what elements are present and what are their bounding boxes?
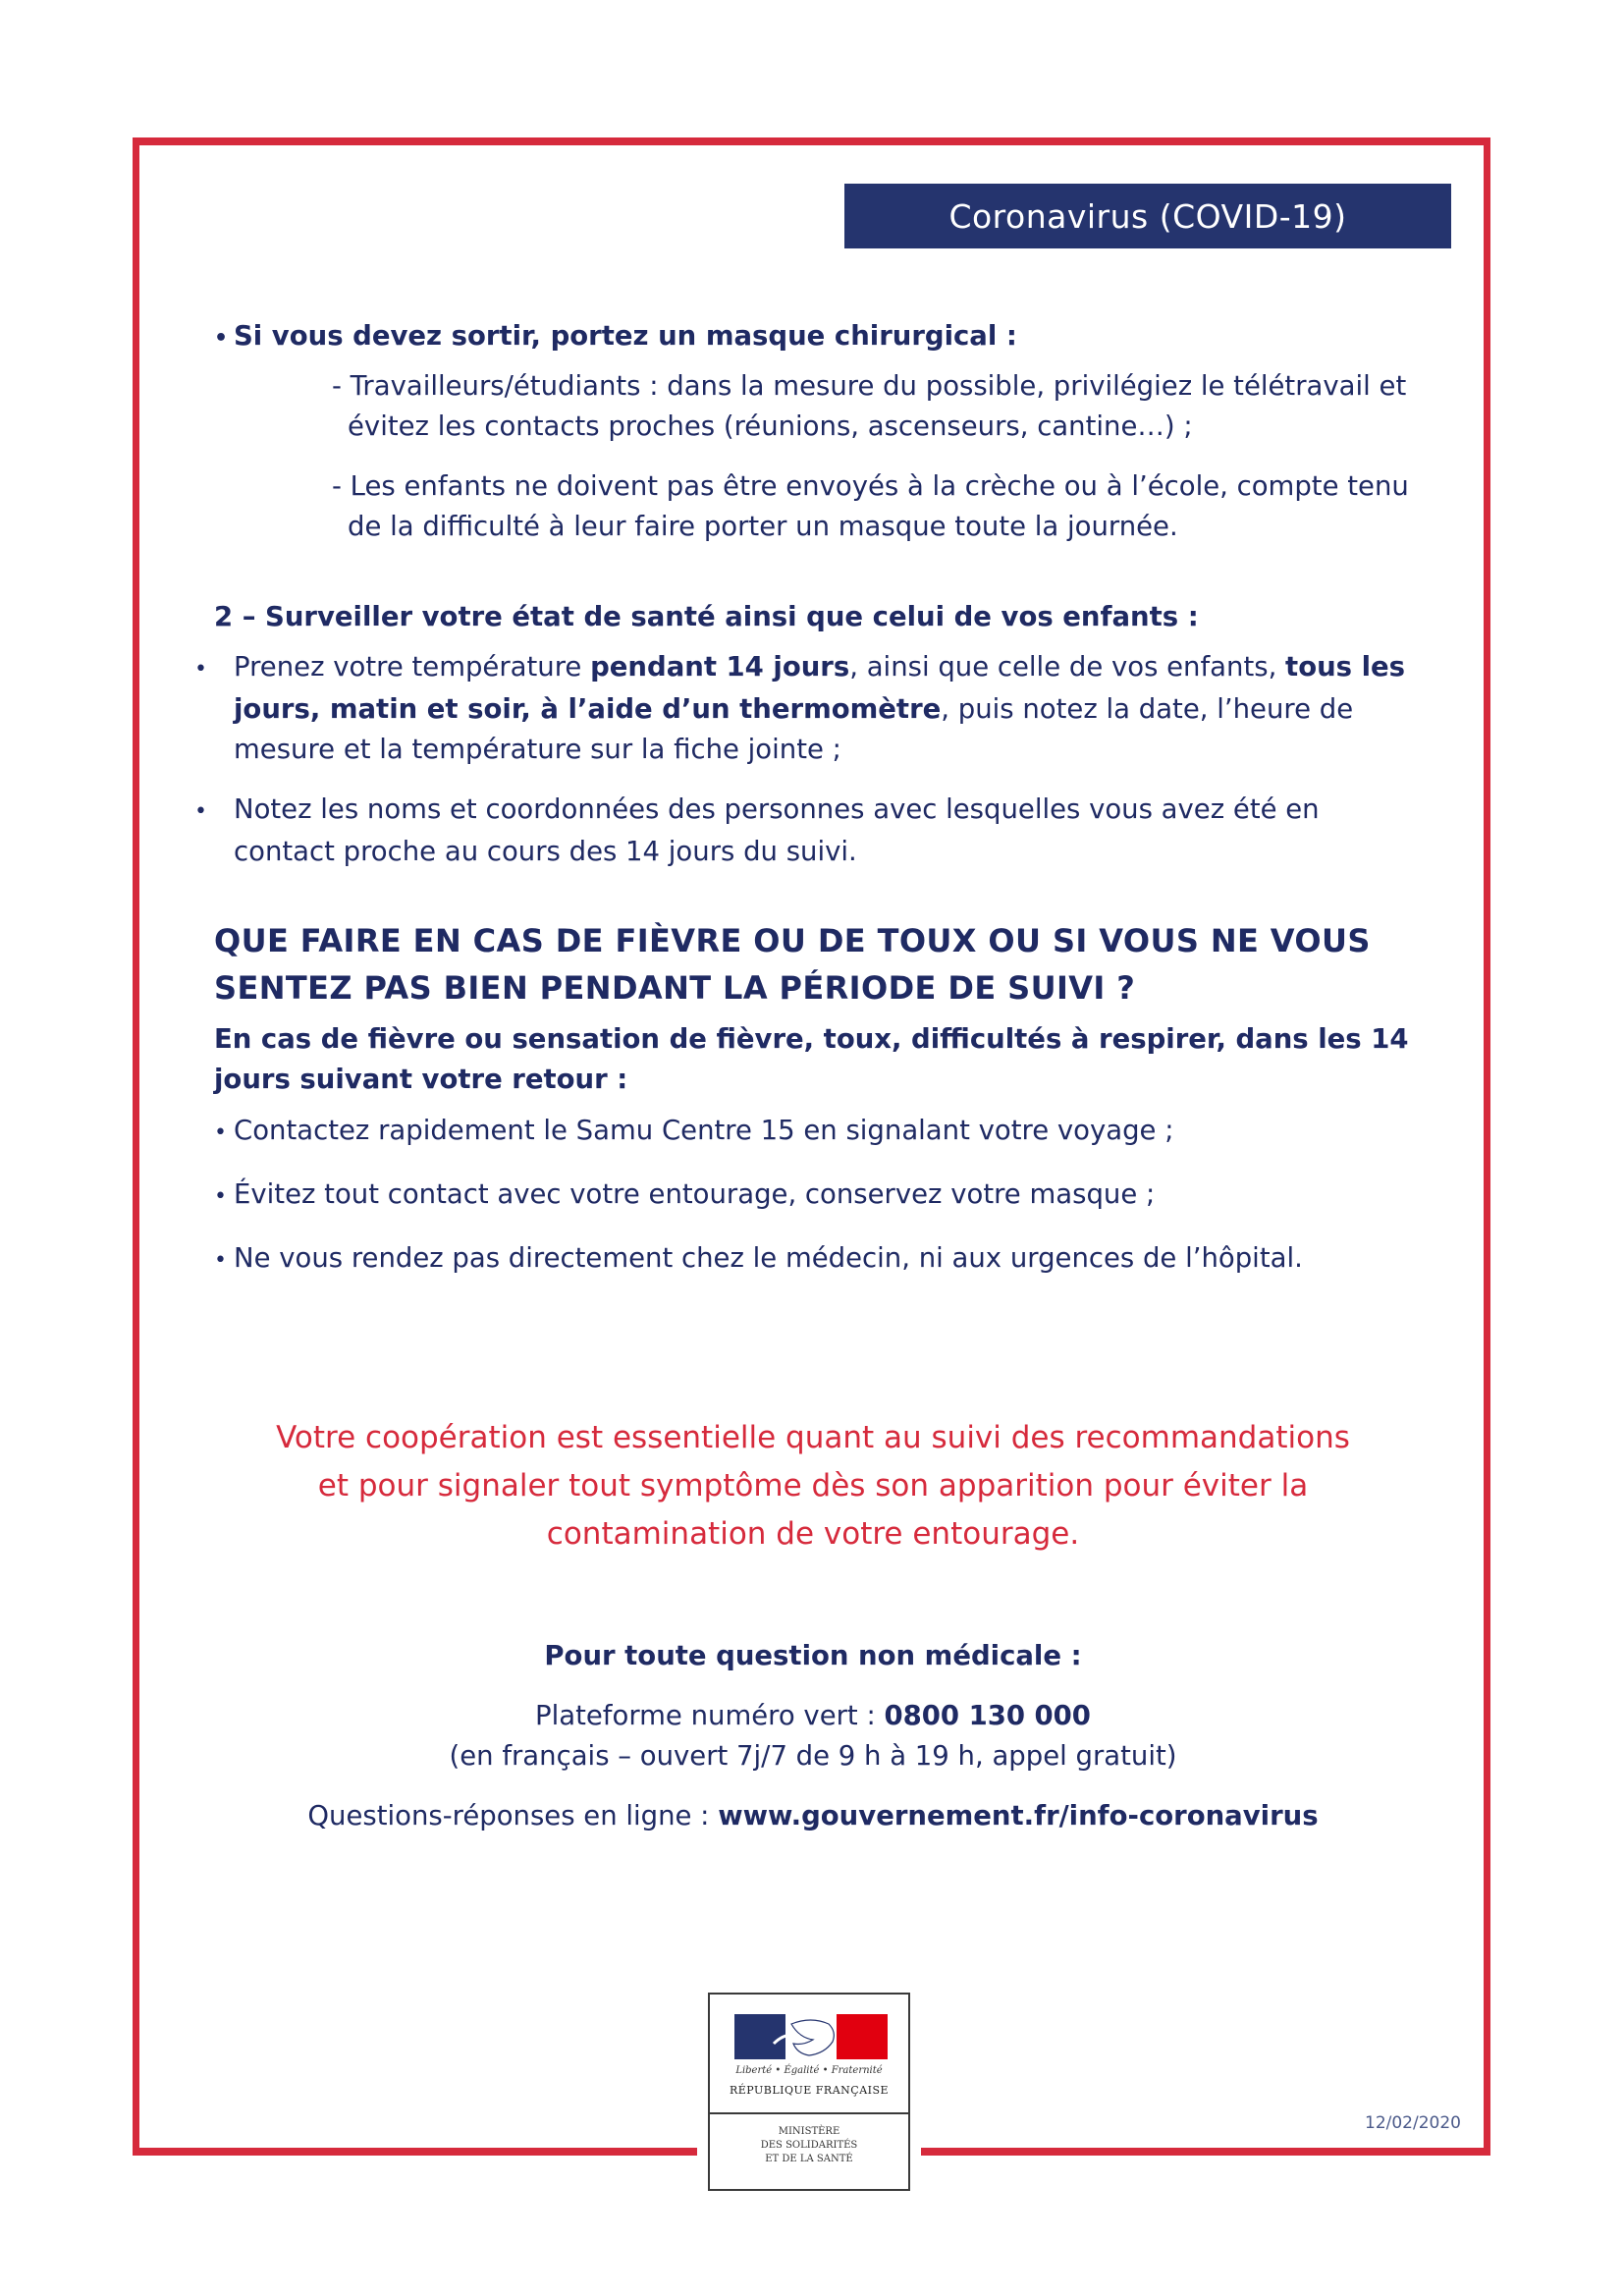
mask-item-work-line1: - Travailleurs/étudiants : dans la mesure du possible, privilégiez le télétravail et [332, 370, 1407, 402]
temp-bold-1: pendant 14 jours [590, 651, 850, 683]
platform-line [214, 1696, 1412, 1736]
cooperation-line1: Votre coopération est essentielle quant au suivi des recommandations [276, 1420, 1350, 1455]
fever-intro: En cas de fièvre ou sensation de fièvre, toux, difficultés à respirer, dans les 14 jours suivant votre retour : [214, 1023, 1409, 1095]
online-label: Questions-réponses en ligne : [307, 1800, 719, 1831]
platform-label: Plateforme numéro vert : [535, 1700, 885, 1731]
temp-text-2: , ainsi que celle de vos enfants, [849, 651, 1286, 683]
fever-heading-line2: SENTEZ PAS BIEN PENDANT LA PÉRIODE DE SUIVI ? [214, 969, 1136, 1007]
logo-ministry [710, 2125, 908, 2166]
platform-details: (en français – ouvert 7j/7 de 9 h à 19 h, appel gratuit) [449, 1740, 1177, 1772]
mask-item-children-line2: de la difficulté à leur faire porter un masque toute la journée. [348, 511, 1178, 542]
cooperation-line2: et pour signaler tout symptôme dès son apparition pour éviter la [317, 1468, 1309, 1503]
bullet-dot [214, 651, 234, 683]
online-line [214, 1796, 1412, 1836]
fever-bullet-doctor [214, 1238, 1412, 1281]
temp-bold-2: tous les jours, matin et soir, à l’aide d’un thermomètre [234, 651, 1406, 725]
fever-bullet-contact [214, 1175, 1412, 1217]
title-banner [844, 184, 1451, 248]
ministry-line3: ET DE LA SANTÉ [765, 2154, 853, 2164]
contact-section [214, 1636, 1412, 1836]
ministry-logo [708, 1993, 910, 2191]
fever-bullet-samu-text: Contactez rapidement le Samu Centre 15 en signalant votre voyage ; [234, 1115, 1174, 1146]
cooperation-message [214, 1414, 1412, 1558]
fever-bullet-doctor-text: Ne vous rendez pas directement chez le médecin, ni aux urgences de l’hôpital. [234, 1242, 1303, 1274]
document-date: 12/02/2020 [1365, 2113, 1461, 2133]
mask-section [214, 316, 1412, 547]
contacts-text: Notez les noms et coordonnées des personnes avec lesquelles vous avez été en contact proche au cours des 14 jours du suivi. [234, 793, 1320, 867]
cooperation-line3: contamination de votre entourage. [546, 1516, 1080, 1552]
temperature-bullet [214, 647, 1412, 770]
logo-republic: RÉPUBLIQUE FRANÇAISE [729, 2084, 890, 2097]
mask-item-work [214, 366, 1412, 447]
fever-bullet-contact-text: Évitez tout contact avec votre entourage, conservez votre masque ; [234, 1178, 1156, 1210]
bottom-border-right [921, 2148, 1490, 2156]
online-url-link[interactable]: www.gouvernement.fr/info-coronavirus [718, 1800, 1319, 1831]
ministry-line1: MINISTÈRE [778, 2126, 840, 2137]
mask-item-children-line1: - Les enfants ne doivent pas être envoyés à la crèche ou à l’école, compte tenu [332, 470, 1409, 502]
temp-text-1: Prenez votre température [234, 651, 591, 683]
contacts-bullet [214, 790, 1412, 872]
monitor-heading: 2 – Surveiller votre état de santé ainsi que celui de vos enfants : [214, 601, 1199, 632]
bottom-border-left [133, 2148, 697, 2156]
fever-heading-line1: QUE FAIRE EN CAS DE FIÈVRE OU DE TOUX OU SI VOUS NE VOUS [214, 922, 1371, 959]
bullet-dot [214, 793, 234, 825]
ministry-line2: DES SOLIDARITÉS [760, 2140, 858, 2151]
monitor-section [214, 597, 1412, 872]
temp-text-3: , puis notez la date, l’heure de mesure et la température sur la fiche jointe ; [234, 693, 1354, 765]
fever-section [214, 917, 1412, 1281]
logo-motto: Liberté • Égalité • Fraternité [735, 2065, 883, 2076]
mask-bullet: • Si vous devez sortir, portez un masque chirurgical : [214, 316, 1412, 358]
mask-item-children [214, 466, 1412, 547]
logo-upper-panel [710, 1995, 908, 2114]
page-title: Coronavirus (COVID-19) [948, 196, 1347, 236]
marianne-flag-icon [734, 2014, 888, 2059]
platform-number[interactable]: 0800 130 000 [884, 1700, 1091, 1731]
fever-bullet-samu [214, 1111, 1412, 1153]
contact-heading: Pour toute question non médicale : [544, 1640, 1082, 1671]
mask-item-work-line2: évitez les contacts proches (réunions, ascenseurs, cantine…) ; [348, 410, 1193, 442]
